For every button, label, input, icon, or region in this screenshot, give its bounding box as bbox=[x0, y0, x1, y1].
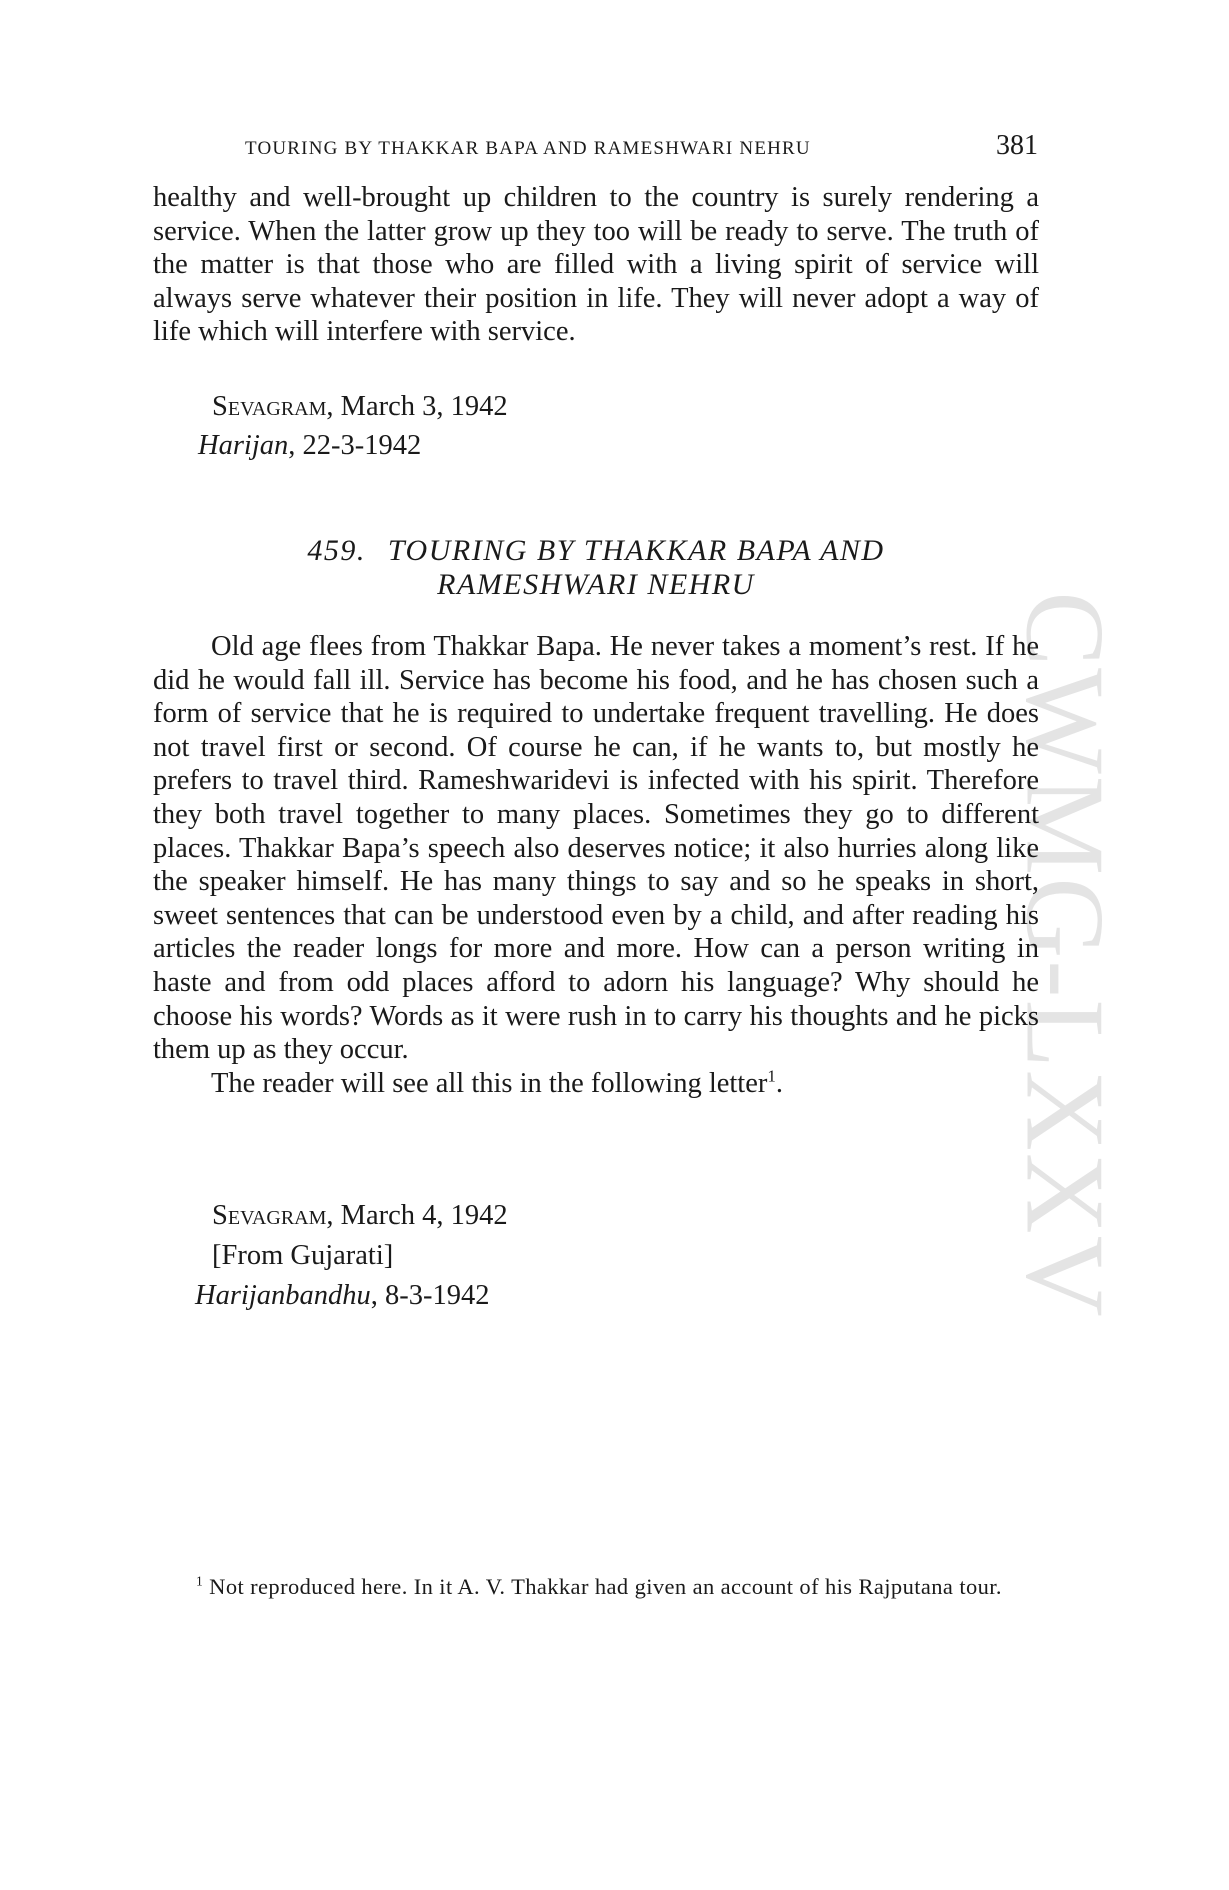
article-dateline bbox=[212, 1199, 508, 1233]
paragraph-2-end: . bbox=[775, 1067, 784, 1099]
footnote-reference: 1 bbox=[767, 1066, 776, 1086]
footnote-marker: 1 bbox=[196, 1573, 204, 1589]
previous-item-source bbox=[198, 429, 421, 463]
running-header bbox=[245, 130, 1038, 164]
dateline-place: Sevagram bbox=[212, 391, 327, 422]
article-number: 459. bbox=[307, 534, 366, 567]
footnote-text: Not reproduced here. In it A. V. Thakkar had given an account of his Rajputana tour. bbox=[203, 1574, 1002, 1599]
heading-line-1 bbox=[153, 534, 1039, 568]
dateline-date: , March 3, 1942 bbox=[326, 391, 508, 422]
page-number: 381 bbox=[996, 130, 1038, 161]
source-publication: Harijan bbox=[198, 430, 289, 461]
article-paragraph-1: Old age flees from Thakkar Bapa. He never takes a moment’s rest. If he did he would fall ill. Service has become his food, and he has chosen such a form of service that he is required to undertake frequent travelling. He does not travel first or second. Of course he can, if he wants to, but mostly he prefers to travel third. Rameshwaridevi is infected with his spirit. Therefore they both travel together to many places. Sometimes they go to different places. Thakkar Bapa’s speech also deserves notice; it also hurries along like the speaker himself. He has many things to say and so he speaks in short, sweet sentences that can be understood even by a child, and after reading his articles the reader longs for more and more. How can a person writing in haste and from odd places afford to adorn his language? Why should he choose his words? Words as it were rush in to carry his thoughts and he picks them up as they occur. bbox=[153, 631, 1039, 1066]
article-heading bbox=[153, 534, 1039, 602]
footnote bbox=[150, 1573, 1042, 1601]
source-date: , 22-3-1942 bbox=[288, 430, 422, 461]
previous-item-dateline bbox=[212, 390, 508, 424]
article-title-line-1: TOURING BY THAKKAR BAPA AND bbox=[387, 534, 885, 567]
watermark-text: CWMG-LXXV bbox=[1003, 591, 1127, 1319]
article-paragraph-2 bbox=[153, 1067, 1039, 1101]
footnote-paragraph bbox=[150, 1573, 1042, 1601]
article-dateline-date: , March 4, 1942 bbox=[326, 1200, 508, 1231]
translation-note: [From Gujarati] bbox=[212, 1240, 394, 1271]
article-dateline-place: Sevagram bbox=[212, 1200, 327, 1231]
article-source-publication: Harijanbandhu bbox=[195, 1280, 371, 1311]
running-title: TOURING BY THAKKAR BAPA AND RAMESHWARI NEHRU bbox=[245, 138, 811, 159]
article-title-line-2: RAMESHWARI NEHRU bbox=[437, 568, 755, 601]
previous-item-paragraph: healthy and well-brought up children to the country is surely rendering a service. When the latter grow up they too will be ready to serve. The truth of the matter is that those who are filled with a living spirit of service will always serve whatever their position in life. They will never adopt a way of life which will interfere with service. bbox=[153, 182, 1039, 348]
article-source-date: , 8-3-1942 bbox=[370, 1280, 490, 1311]
article-source bbox=[195, 1279, 490, 1313]
previous-item-text bbox=[153, 181, 1039, 349]
article-body bbox=[153, 630, 1039, 1100]
paragraph-2-text: The reader will see all this in the following letter bbox=[211, 1067, 768, 1099]
